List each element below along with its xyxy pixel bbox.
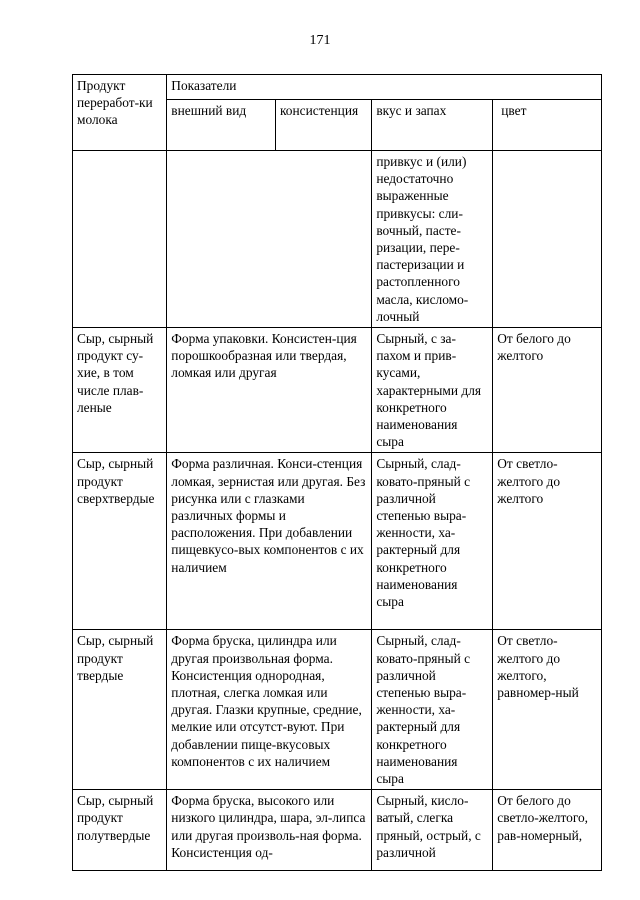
- appearance-cell: [167, 151, 372, 328]
- product-cell: Сыр, сырный продукт твердые: [73, 630, 167, 790]
- product-cell: Сыр, сырный продукт сверхтвердые: [73, 453, 167, 630]
- table-row: [73, 630, 602, 790]
- taste-cell: Сырный, кисло-ватый, слегка пряный, острый, с различной: [372, 790, 493, 871]
- taste-cell: привкус и (или) недостаточно выраженные привкусы: сли-вочный, пасте-ризации, пере-пастеризации и растопленного масла, кисломо-лочный: [372, 151, 493, 328]
- header-taste-smell: вкус и запах: [372, 100, 493, 151]
- table-row: [73, 453, 602, 630]
- product-cell: Сыр, сырный продукт полутвердые: [73, 790, 167, 871]
- appearance-cell: Форма бруска, цилиндра или другая произвольная форма. Консистенция однородная, плотная, слегка ломкая или другая. Глазки крупные, средние, мелкие или отсутст-вуют. При добавлении пище-вкусовых компонентов с их наличием: [167, 630, 372, 790]
- header-consistency: консистенция: [275, 100, 371, 151]
- color-cell: От белого до светло-желтого, рав-номерный,: [493, 790, 602, 871]
- color-cell: [493, 151, 602, 328]
- color-cell: От белого до желтого: [493, 328, 602, 453]
- table-row: [73, 151, 602, 328]
- appearance-cell: Форма упаковки. Консистен-ция порошкообразная или твердая, ломкая или другая: [167, 328, 372, 453]
- color-cell: От светло-желтого до желтого, равномер-ный: [493, 630, 602, 790]
- table-row: [73, 328, 602, 453]
- appearance-cell: Форма различная. Конси-стенция ломкая, зернистая или другая. Без рисунка или с глазками различных формы и расположения. При добавлении пищевкусо-вых компонентов с их наличием: [167, 453, 372, 630]
- product-cell: [73, 151, 167, 328]
- header-product: Продукт переработ-ки молока: [73, 75, 167, 151]
- header-appearance: внешний вид: [167, 100, 276, 151]
- product-cell: Сыр, сырный продукт су-хие, в том числе плав-леные: [73, 328, 167, 453]
- appearance-cell: Форма бруска, высокого или низкого цилиндра, шара, эл-липса или другая произволь-ная форма. Консистенция од-: [167, 790, 372, 871]
- taste-cell: Сырный, слад-ковато-пряный с различной степенью выра-женности, ха-рактерный для конкретного наименования сыра: [372, 630, 493, 790]
- page-number: 171: [309, 33, 331, 48]
- product-indicators-table: [72, 74, 602, 871]
- taste-cell: Сырный, с за-пахом и прив-кусами, характерными для конкретного наименования сыра: [372, 328, 493, 453]
- table-row: [73, 790, 602, 871]
- taste-cell: Сырный, слад-ковато-пряный с различной степенью выра-женности, ха-рактерный для конкретного наименования сыра: [372, 453, 493, 630]
- color-cell: От светло-желтого до желтого: [493, 453, 602, 630]
- header-indicators: Показатели: [167, 75, 602, 100]
- header-color: цвет: [493, 100, 602, 151]
